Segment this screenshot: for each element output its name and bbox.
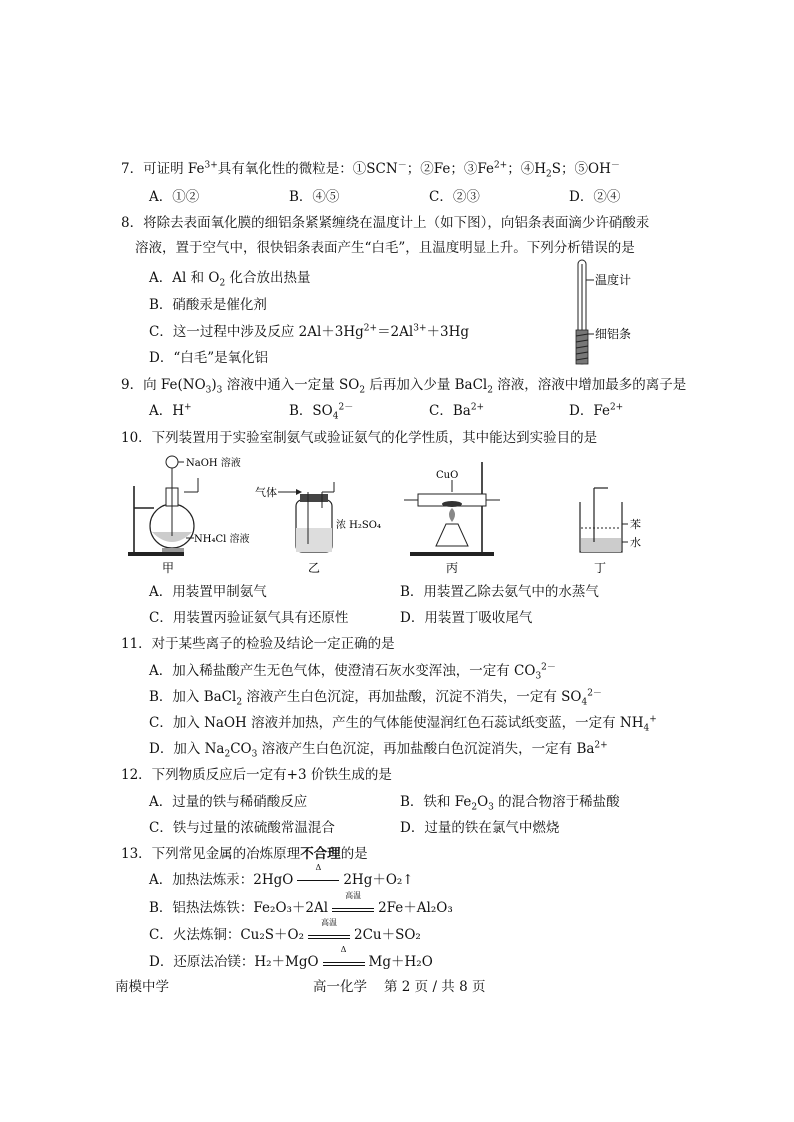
caption-ding: 丁 [594, 561, 607, 575]
nh4cl-label: NH₄Cl 溶液 [194, 534, 250, 545]
footer-page-number: 第 2 页 / 共 8 页 [384, 979, 486, 995]
question-11-stem: 11．对于某些离子的检验及结论一定正确的是 [121, 636, 395, 652]
reaction-arrow: Δ [297, 874, 339, 888]
q7-option-c: C．②③ [429, 189, 480, 205]
q13-option-c: C．火法炼铜：Cu₂S＋O₂ 高温 2Cu＋SO₂ [149, 917, 421, 943]
reaction-arrow: 高温 [332, 902, 374, 916]
q9-option-b: B．$SO_4^{2-}$ [289, 402, 354, 422]
gas-label: 气体 [255, 486, 277, 499]
footer-course: 高一化学 [313, 979, 367, 995]
q7-option-a: A．①② [149, 189, 200, 205]
cuo-label: CuO [436, 470, 459, 481]
q9-option-c: C．$Ba^{2+}$ [429, 402, 485, 419]
q12-option-a: A．过量的铁与稀硝酸反应 [149, 794, 308, 810]
question-12-stem: 12．下列物质反应后一定有+3 价铁生成的是 [121, 767, 392, 783]
apparatus-yi [255, 482, 381, 575]
q8-option-c: C．这一过程中涉及反应 $2Al+3Hg^{2+}=2Al^{3+}+3Hg$ [149, 323, 470, 340]
q12-option-c: C．铁与过量的浓硫酸常温混合 [149, 820, 335, 836]
q12-option-b: B．铁和 $Fe_2O_3$ 的混合物溶于稀盐酸 [400, 794, 620, 813]
q7-option-d: D．②④ [569, 189, 621, 205]
q8-option-a: A．Al 和 $O_2$ 化合放出热量 [149, 270, 311, 289]
q10-option-c: C．用装置丙验证氨气具有还原性 [149, 610, 349, 626]
q9-option-d: D．$Fe^{2+}$ [569, 402, 624, 419]
caption-bing: 丙 [446, 561, 459, 575]
q12-option-d: D．过量的铁在氯气中燃烧 [400, 820, 560, 836]
water-label: 水 [630, 536, 641, 549]
q11-option-a: A．加入稀盐酸产生无色气体，使澄清石灰水变浑浊，一定有 $CO_3^{2-}$ [149, 662, 556, 682]
aluminum-label: 细铝条 [595, 327, 632, 341]
apparatus-bing [404, 462, 500, 575]
thermometer-figure [570, 258, 650, 370]
q10-option-a: A．用装置甲制氨气 [149, 584, 267, 600]
q7-option-b: B．④⑤ [289, 189, 340, 205]
naoh-label: NaOH 溶液 [186, 458, 241, 469]
footer-school: 南模中学 [115, 979, 169, 995]
q11-option-d: D．加入 $Na_2CO_3$ 溶液产生白色沉淀，再加盐酸白色沉淀消失，一定有 $Ba^{2+}$ [149, 740, 608, 760]
apparatus-figure [128, 448, 668, 578]
apparatus-ding [580, 488, 641, 575]
q10-option-d: D．用装置丁吸收尾气 [400, 610, 533, 626]
q13-option-a: A．加热法炼汞：2HgO Δ 2Hg＋O₂↑ [149, 862, 414, 888]
question-13-stem: 13．下列常见金属的冶炼原理不合理的是 [121, 846, 368, 862]
reaction-arrow: 高温 [308, 929, 350, 943]
apparatus-jia [128, 456, 250, 575]
question-9-stem: 9．向 $Fe(NO_3)_3$ 溶液中通入一定量 $SO_2$ 后再加入少量 BaCl$_2$ 溶液，溶液中增加最多的离子是 [121, 377, 687, 396]
q11-option-b: B．加入 BaCl$_2$ 溶液产生白色沉淀，再加盐酸，沉淀不消失，一定有 $SO_4^{2-}$ [149, 688, 602, 708]
q13-option-b: B．铝热法炼铁：Fe₂O₃＋2Al 高温 2Fe＋Al₂O₃ [149, 890, 453, 916]
q8-option-d: D．“白毛”是氧化铝 [149, 350, 269, 366]
question-7-stem: 7．可证明 $Fe^{3+}$具有氧化性的微粒是：①SCN－；②Fe；$③Fe^{2+}$；$④H_2S$；⑤OH－ [121, 160, 620, 180]
q10-option-b: B．用装置乙除去氨气中的水蒸气 [400, 584, 599, 600]
thermometer-label: 温度计 [595, 273, 632, 287]
h2so4-label: 浓 H₂SO₄ [336, 520, 381, 531]
question-8-line1: 8．将除去表面氧化膜的细铝条紧紧缠绕在温度计上（如下图），向铝条表面滴少许硝酸汞 [121, 215, 650, 231]
q13-option-d: D．还原法冶镁：H₂＋MgO Δ Mg＋H₂O [149, 944, 433, 970]
q11-option-c: C．加入 NaOH 溶液并加热，产生的气体能使湿润红色石蕊试纸变蓝，一定有 $NH_4^+$ [149, 714, 657, 734]
caption-yi: 乙 [308, 561, 321, 575]
q8-option-b: B．硝酸汞是催化剂 [149, 297, 267, 313]
benzene-label: 苯 [630, 518, 641, 531]
caption-jia: 甲 [162, 561, 175, 575]
question-8-line2: 溶液，置于空气中，很快铝条表面产生“白毛”，且温度明显上升。下列分析错误的是 [135, 240, 635, 256]
q9-option-a: A．H+ [149, 402, 192, 419]
question-10-stem: 10．下列装置用于实验室制氨气或验证氨气的化学性质，其中能达到实验目的是 [121, 430, 598, 446]
reaction-arrow: Δ [323, 956, 365, 970]
